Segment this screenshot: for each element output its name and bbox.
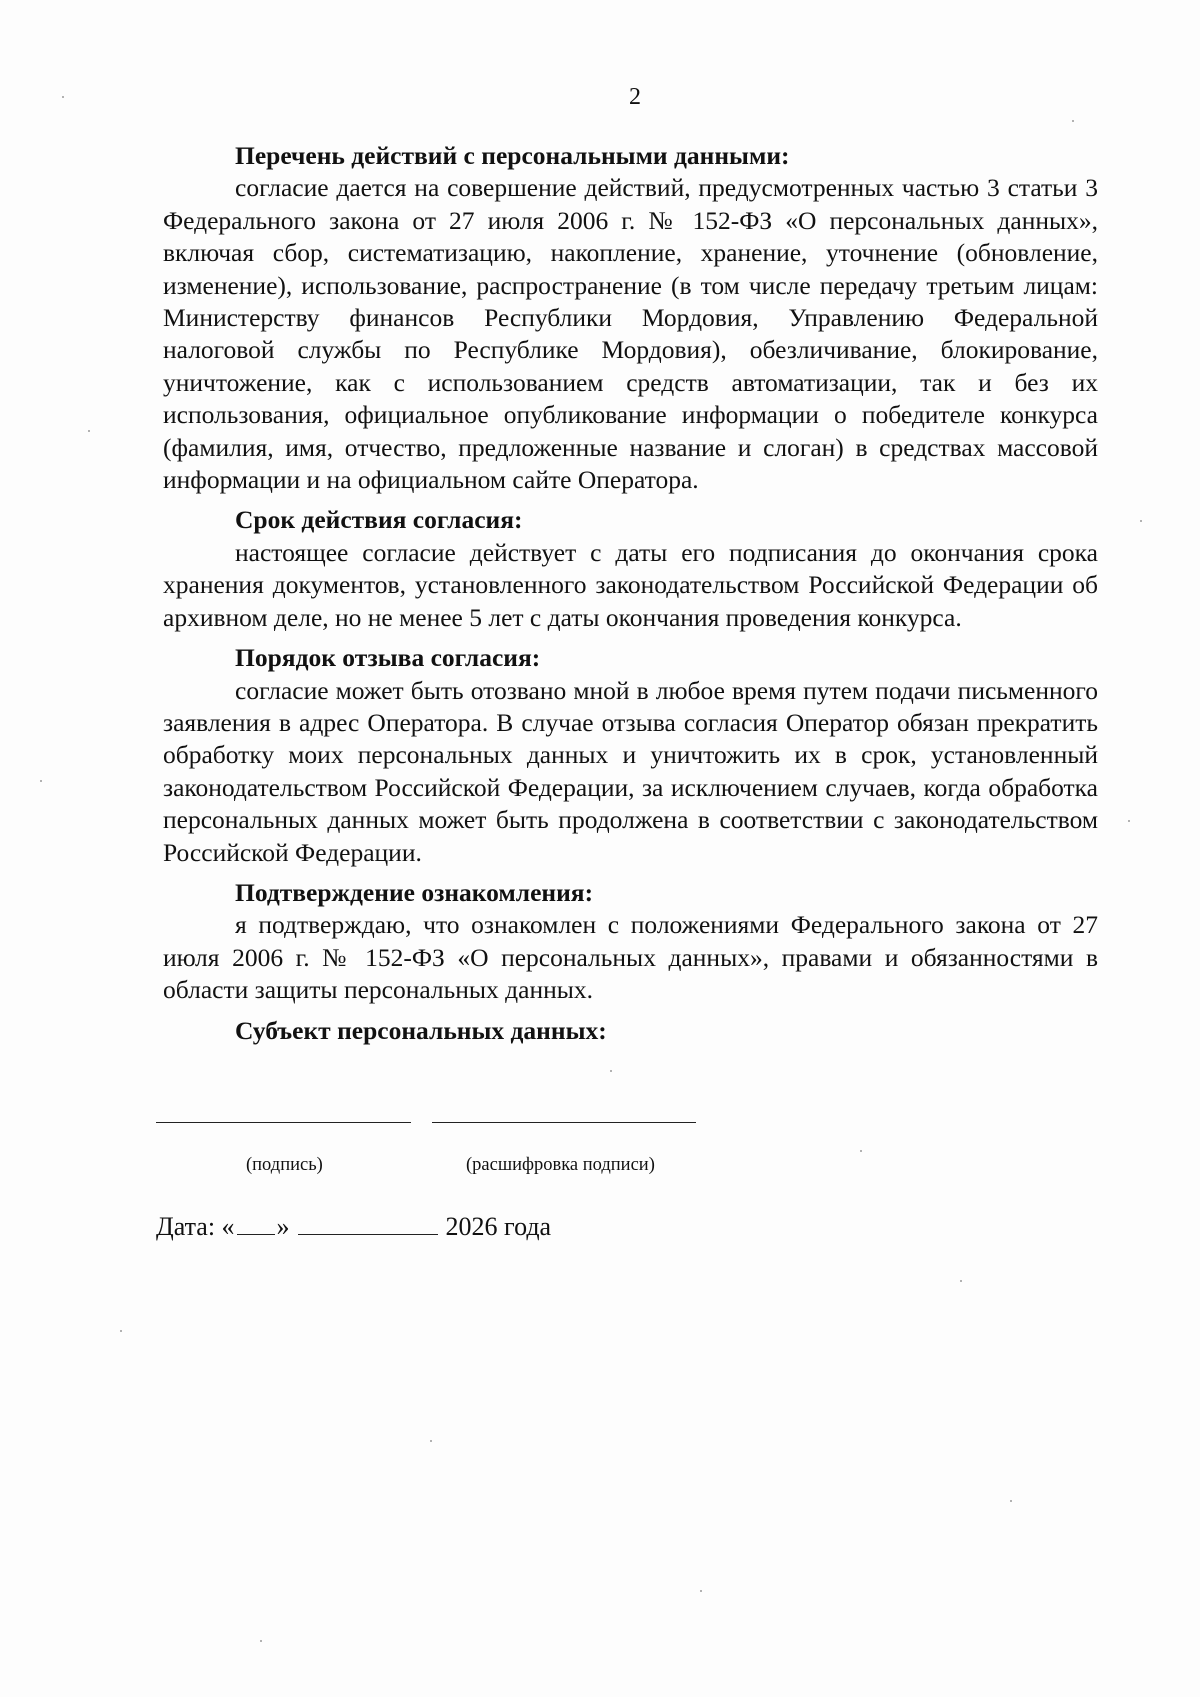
section-text-validity: настоящее согласие действует с даты его подписания до окончания срока хранения документов, установленного законодательством Российской Федерации об архивном деле, но не менее 5 лет с даты окончания проведения конкурса. <box>163 537 1098 632</box>
scan-speck <box>120 1330 122 1332</box>
scan-speck <box>62 96 64 98</box>
date-line <box>156 1212 551 1242</box>
scan-speck <box>40 780 42 782</box>
scan-speck <box>430 1440 432 1442</box>
section-text-actions: согласие дается на совершение действий, предусмотренных частью 3 статьи 3 Федерального закона от 27 июля 2006 г. № 152-ФЗ «О персональных данных», включая сбор, систематизацию, накопление, хранение, уточнение (обновление, изменение), использование, распространение (в том числе передачу третьим лицам: Министерству финансов Республики Мордовия, Управлению Федеральной налоговой службы по Республике Мордовия), обезличивание, блокирование, уничтожение, как с использованием средств автоматизации, так и без их использования, официальное опубликование информации о победителе конкурса (фамилия, имя, отчество, предложенные название и слоган) в средствах массовой информации и на официальном сайте Оператора. <box>163 173 1098 495</box>
section-heading-actions: Перечень действий с персональными данными: <box>235 141 790 170</box>
section-heading-subject: Субъект персональных данных: <box>235 1015 607 1045</box>
section-heading-validity: Срок действия согласия: <box>235 505 523 535</box>
scan-speck <box>700 1590 702 1592</box>
scan-speck <box>1072 120 1074 122</box>
date-label: Дата: « <box>156 1212 235 1241</box>
scan-speck <box>260 1640 262 1642</box>
signature-transcript-line[interactable] <box>432 1122 696 1123</box>
scan-speck <box>1140 520 1142 522</box>
date-year: 2026 года <box>445 1212 552 1241</box>
section-text-acknowledgement: я подтверждаю, что ознакомлен с положениями Федерального закона от 27 июля 2006 г. № 152-ФЗ «О персональных данных», правами и обязанностями в области защиты персональных данных. <box>163 910 1098 1005</box>
section-heading-withdrawal: Порядок отзыва согласия: <box>235 643 541 673</box>
signature-caption: (подпись) <box>246 1155 323 1175</box>
scan-speck <box>610 1070 612 1072</box>
signature-transcript-caption: (расшифровка подписи) <box>466 1155 655 1175</box>
signature-line[interactable] <box>156 1122 411 1123</box>
date-close-quote: » <box>276 1212 290 1241</box>
scan-speck <box>1010 1500 1012 1502</box>
signature-block <box>156 1122 716 1182</box>
scan-speck <box>1128 820 1130 822</box>
section-text-withdrawal: согласие может быть отозвано мной в любое время путем подачи письменного заявления в адрес Оператора. В случае отзыва согласия Оператор обязан прекратить обработку моих персональных данных и уничтожить их в срок, установленный законодательством Российской Федерации, за исключением случаев, когда обработка персональных данных может быть продолжена в соответствии с законодательством Российской Федерации. <box>163 675 1098 867</box>
date-month-blank[interactable] <box>298 1212 438 1235</box>
scan-speck <box>860 1150 862 1152</box>
scan-speck <box>88 430 90 432</box>
section-heading-acknowledgement: Подтверждение ознакомления: <box>235 877 594 907</box>
page-number: 2 <box>629 84 641 110</box>
document-body <box>163 140 1098 1047</box>
scan-speck <box>960 1280 962 1282</box>
date-day-blank[interactable] <box>237 1212 275 1235</box>
